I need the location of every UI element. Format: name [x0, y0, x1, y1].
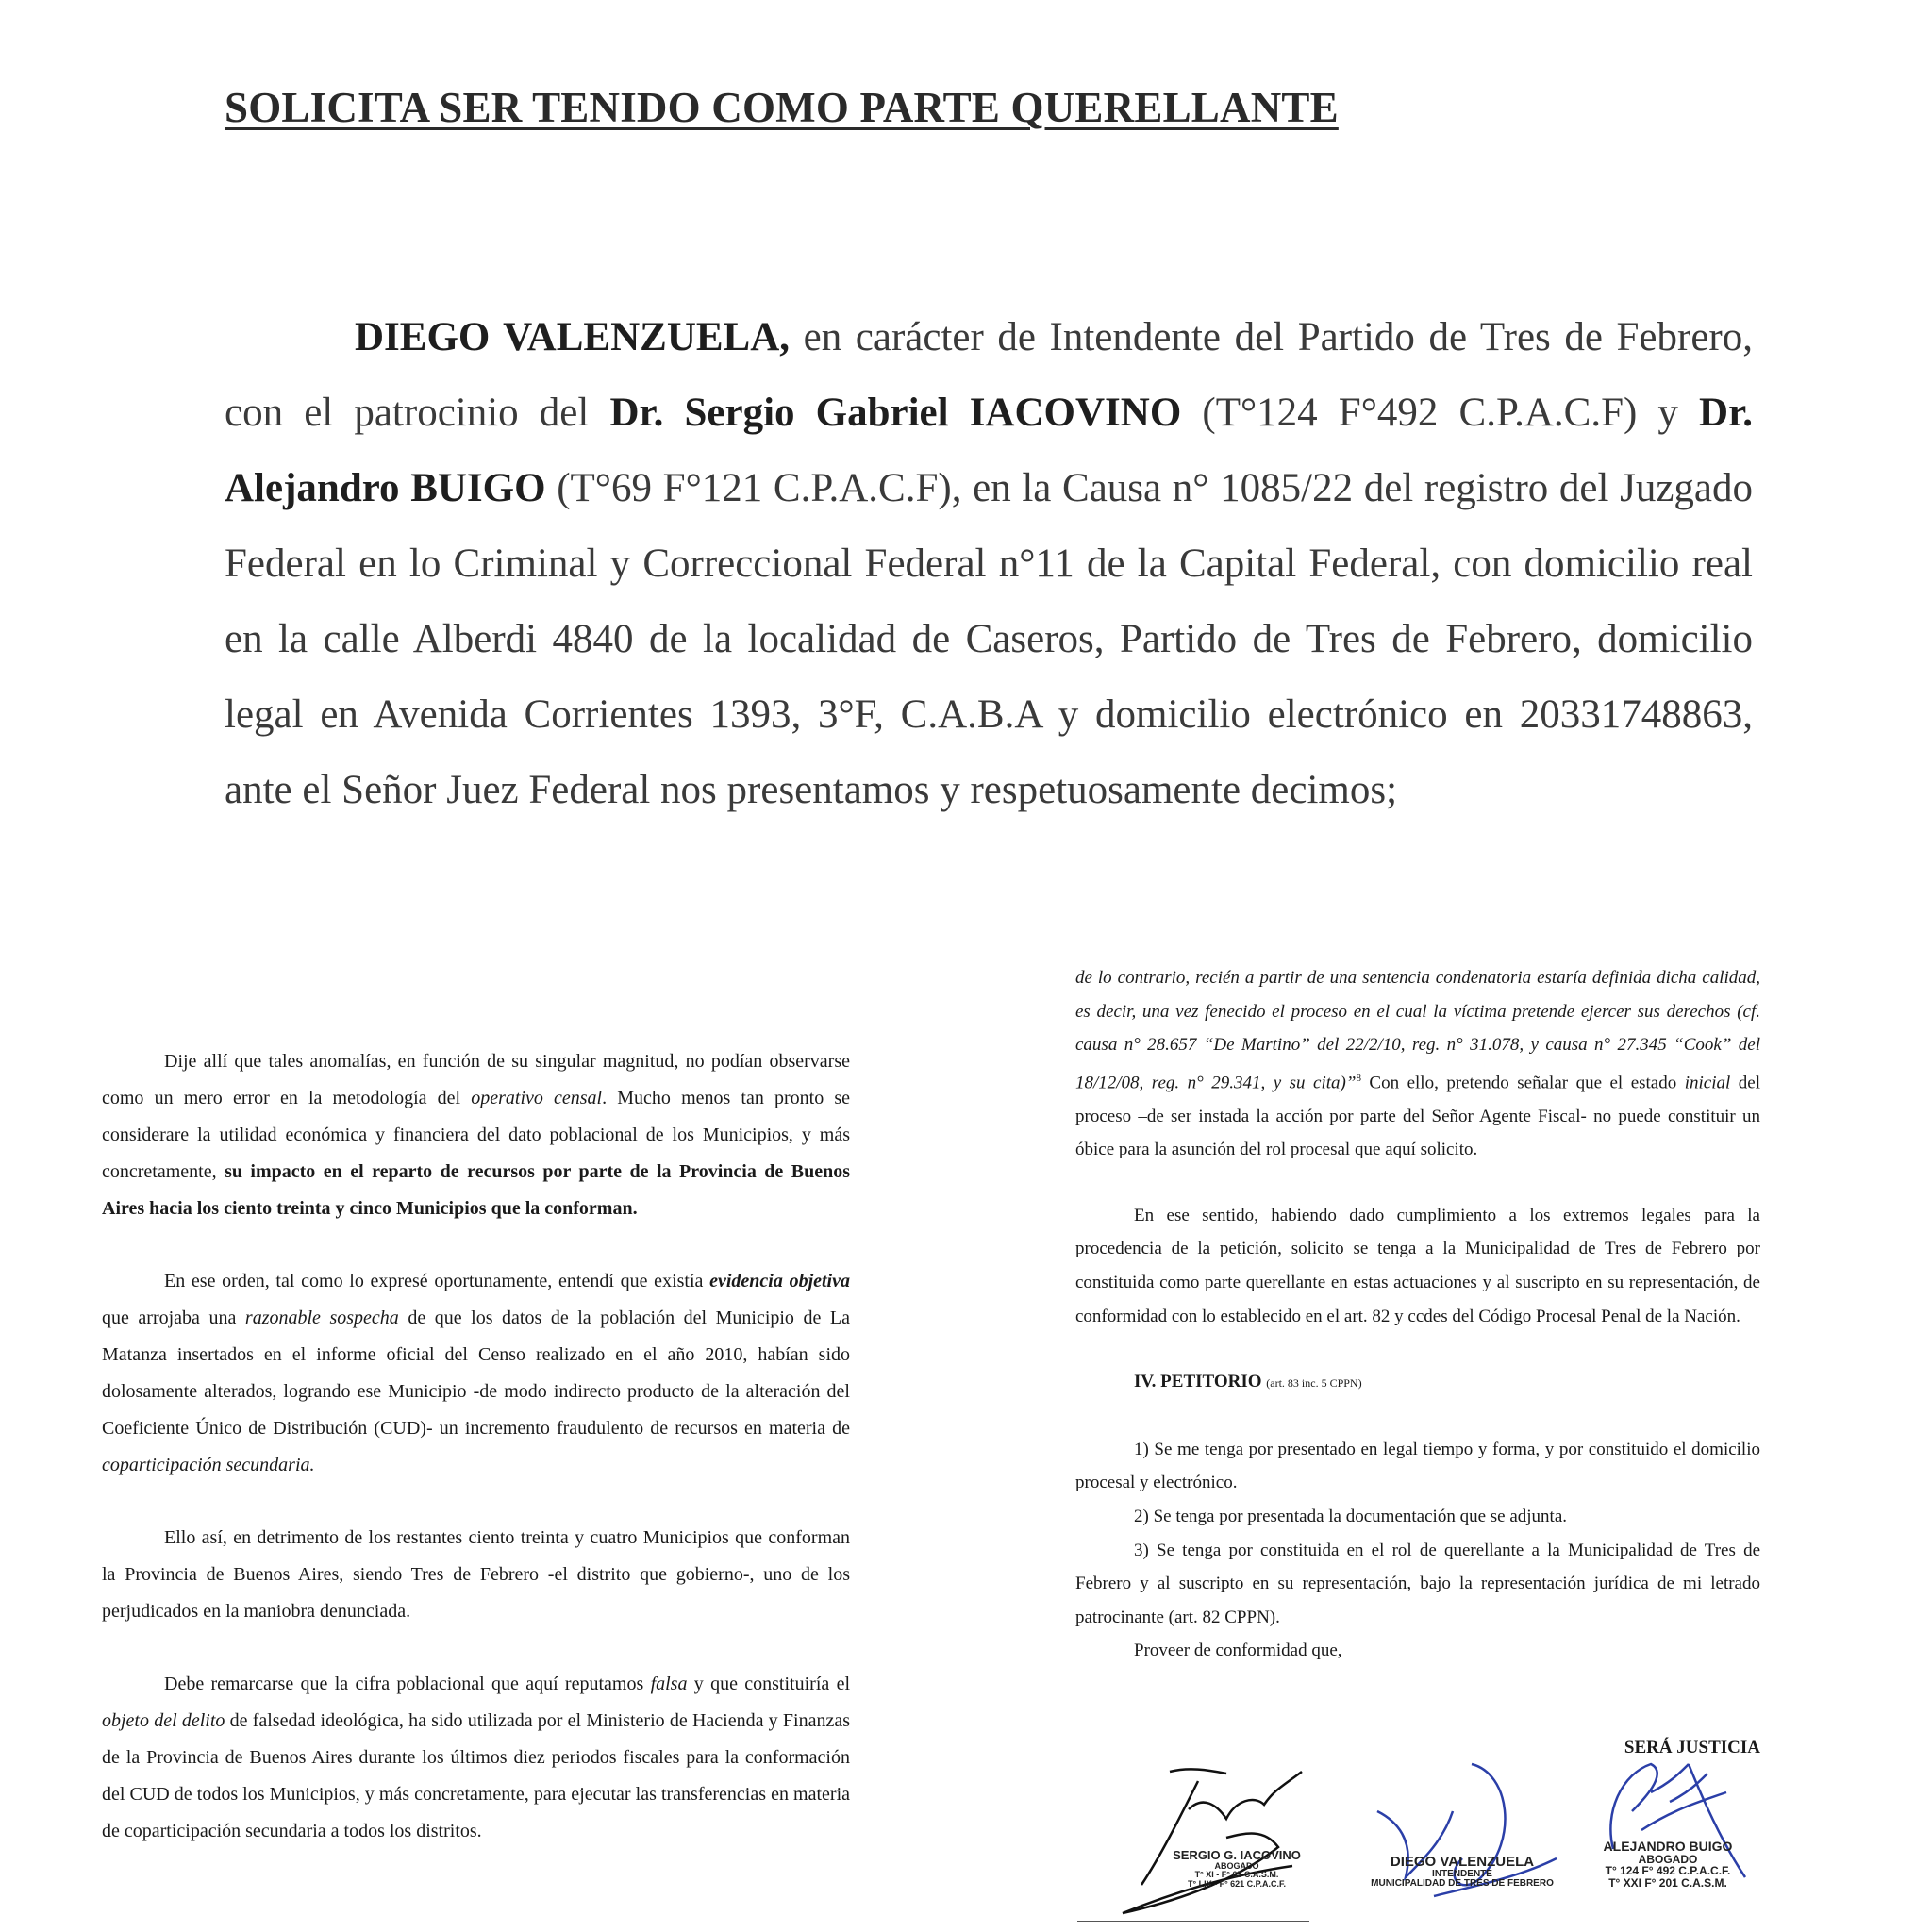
intro-text-3: (T°69 F°121 C.P.A.C.F), en la Causa n° 1085/22 del registro del Juzgado Federal en lo Criminal y Correccional Federal n°11 de la Capital Federal, con domicilio real en la calle Alberdi 4840 de la localidad de Caseros, Partido de Tres de Febrero, domicilio legal en Avenida Corrientes 1393, 3°F, C.A.B.A y domicilio electrónico en 20331748863, ante el Señor Juez Federal nos presentamos y respetuosamente decimos;: [225, 466, 1753, 812]
petitorio-heading: IV. PETITORIO (art. 83 inc. 5 CPPN): [1134, 1372, 1362, 1392]
stamp-iacovino: SERGIO G. IACOVINO ABOGADO T° XI - F° 65 C.A.S.M. T° LIX - F° 621 C.P.A.C.F.: [1173, 1848, 1301, 1889]
left-paragraph-4: Debe remarcarse que la cifra poblacional que aquí reputamos falsa y que constituiría el objeto del delito de falsedad ideológica, ha sido utilizada por el Ministerio de Hacienda y Finanzas de la Provincia de Buenos Aires durante los últimos diez periodos fiscales para la conformación del CUD de todos los Municipios, y más concretamente, para ejecutar las transferencias en materia de coparticipación secundaria a todos los distritos.: [102, 1674, 851, 1841]
petitorio-item-1: 1) Se me tenga por presentado en legal tiempo y forma, y por constituido el domicilio procesal y electrónico.: [1075, 1439, 1760, 1493]
left-paragraph-2: En ese orden, tal como lo expresé oportunamente, entendí que existía evidencia objetiva que arrojaba una razonable sospecha de que los datos de la población del Municipio de La Matanza insertados en el informe oficial del Censo realizado en el año 2010, habían sido dolosamente alterados, logrando ese Municipio -de modo indirecto producto de la alteración del Coeficiente Único de Distribución (CUD)- un incremento fraudulento de recursos en materia de coparticipación secundaria.: [102, 1271, 850, 1475]
intro-text-2: (T°124 F°492 C.P.A.C.F) y: [1181, 391, 1700, 435]
lawyer-1-name: Dr. Sergio Gabriel IACOVINO: [609, 391, 1182, 435]
left-paragraph-3: Ello así, en detrimento de los restantes ciento treinta y cuatro Municipios que conforman la Provincia de Buenos Aires, siendo Tres de Febrero -el distrito que gobierno-, uno de los perjudicados en la maniobra denunciada.: [102, 1527, 850, 1622]
signature-valenzuela: [1358, 1755, 1566, 1915]
lawyer-2-name: Dr. Alejandro BUIGO: [225, 391, 1753, 510]
signature-line: [1077, 1921, 1309, 1922]
stamp-buigo: ALEJANDRO BUIGO ABOGADO T° 124 F° 492 C.P.A.C.F. T° XXI F° 201 C.A.S.M.: [1603, 1839, 1733, 1890]
left-paragraph-1: Dije allí que tales anomalías, en función de su singular magnitud, no podían observarse como un mero error en la metodología del operativo censal. Mucho menos tan pronto se considerare la utilidad económica y financiera del dato poblacional de los Municipios, y más concretamente, su impacto en el reparto de recursos por parte de la Provincia de Buenos Aires hacia los ciento treinta y cinco Municipios que la conforman.: [102, 1051, 851, 1219]
sera-justicia: SERÁ JUSTICIA: [1624, 1738, 1760, 1757]
signature-iacovino: [1113, 1753, 1321, 1923]
right-paragraph-2: En ese sentido, habiendo dado cumplimiento a los extremos legales para la procedencia de la petición, solicito se tenga a la Municipalidad de Tres de Febrero por constituida como parte querellante en estas actuaciones y al suscripto en su representación, de conformidad con lo establecido en el art. 82 y ccdes del Código Procesal Penal de la Nación.: [1075, 1205, 1760, 1326]
right-paragraph-1: de lo contrario, recién a partir de una sentencia condenatoria estaría definida dicha calidad, es decir, una vez fenecido el proceso en el cual la víctima pretende ejercer sus derechos (cf. causa n° 28.657 “De Martino” del 22/2/10, reg. n° 31.078, y causa n° 27.345 “Cook” del 18/12/08, reg. n° 29.341, y su cita)”$^8$ Con ello, pretendo señalar que el estado inicial del proceso –de ser instada la acción por parte del Señor Agente Fiscal- no puede constituir un óbice para la asunción del rol procesal que aquí solicito.: [1075, 968, 1760, 1160]
intro-paragraph: [225, 300, 1753, 828]
petitorio-item-2: 2) Se tenga por presentada la documentación que se adjunta.: [1134, 1507, 1567, 1527]
petitioner-name: DIEGO VALENZUELA,: [355, 315, 791, 359]
document-title: SOLICITA SER TENIDO COMO PARTE QUERELLANTE: [225, 84, 1339, 131]
left-column: [102, 1043, 850, 1886]
right-column: [1075, 961, 1760, 1668]
intro-text-1: en carácter de Intendente del Partido de Tres de Febrero, con el patrocinio del: [225, 315, 1753, 435]
stamp-valenzuela: DIEGO VALENZUELA INTENDENTE MUNICIPALIDAD DE TRES DE FEBRERO: [1371, 1854, 1554, 1890]
closing-line: Proveer de conformidad que,: [1134, 1641, 1342, 1661]
petitorio-item-3: 3) Se tenga por constituida en el rol de querellante a la Municipalidad de Tres de Febrero y al suscripto en su representación, bajo la representación jurídica de mi letrado patrocinante (art. 82 CPPN).: [1075, 1540, 1760, 1627]
